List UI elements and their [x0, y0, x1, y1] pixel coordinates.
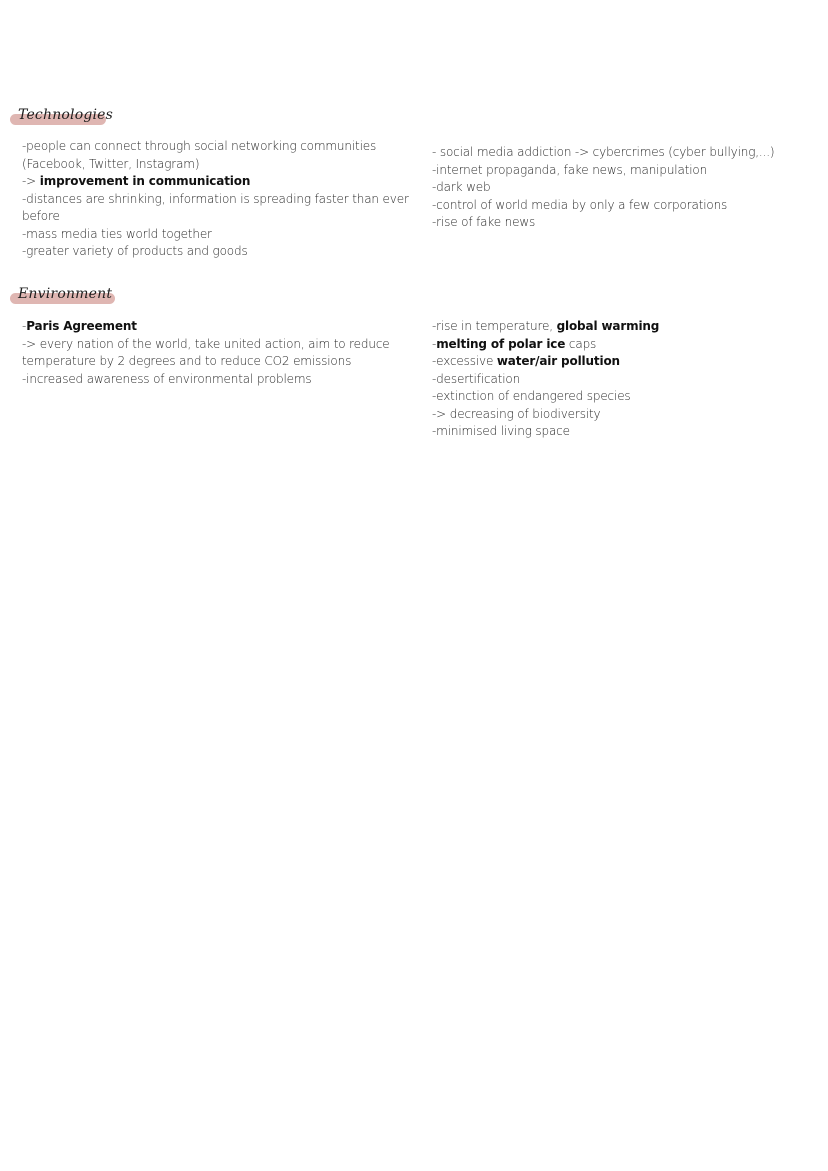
list-item: [432, 179, 774, 197]
bold-text: global warming: [556, 319, 660, 333]
text: -> every nation of the world, take united action, aim to reduce: [22, 336, 390, 351]
list-item: [22, 353, 390, 371]
text: before: [22, 209, 60, 223]
list-item: [432, 336, 659, 354]
list-item: [432, 406, 659, 424]
text: temperature by 2 degrees and to reduce CO2 emissions: [22, 354, 352, 368]
list-item: [22, 318, 390, 336]
text: -> decreasing of biodiversity: [432, 406, 601, 421]
list-item: [432, 144, 774, 162]
technologies-heading: [10, 106, 114, 132]
list-item: [22, 208, 409, 226]
text: -mass media ties world together: [22, 226, 212, 241]
list-item: [22, 371, 390, 389]
list-item: [432, 353, 659, 371]
text: -rise of fake news: [432, 215, 536, 229]
text: -: [22, 319, 27, 333]
text: (Facebook, Twitter, Instagram): [22, 156, 200, 171]
text: -extinction of endangered species: [432, 389, 631, 403]
environment-advantages-list: [22, 318, 390, 388]
bold-text: melting of polar ice: [436, 336, 566, 351]
technologies-heading-text: Technologies: [18, 107, 114, 123]
text: -rise in temperature,: [432, 319, 557, 333]
text: -desertification: [432, 371, 521, 386]
list-item: [22, 173, 409, 191]
list-item: [432, 423, 659, 441]
list-item: [22, 226, 409, 244]
list-item: [432, 162, 774, 180]
bold-text: water/air pollution: [496, 354, 620, 368]
list-item: [22, 243, 409, 261]
list-item: [432, 214, 774, 232]
technologies-advantages-list: [22, 138, 409, 261]
text: -distances are shrinking, information is spreading faster than ever: [22, 191, 409, 206]
list-item: [22, 138, 409, 156]
environment-heading: [10, 285, 120, 311]
text: -excessive: [432, 354, 497, 368]
list-item: [22, 191, 409, 209]
text: -greater variety of products and goods: [22, 244, 248, 258]
text: -minimised living space: [432, 424, 570, 438]
text: -increased awareness of environmental problems: [22, 371, 312, 386]
list-item: [432, 388, 659, 406]
text: -people can connect through social networking communities: [22, 139, 377, 153]
technologies-disadvantages-list: [432, 144, 774, 232]
bold-text: Paris Agreement: [26, 319, 137, 333]
text: -control of world media by only a few corporations: [432, 197, 728, 212]
list-item: [432, 197, 774, 215]
environment-disadvantages-list: [432, 318, 659, 441]
text: ->: [22, 174, 40, 188]
text: caps: [565, 336, 597, 351]
bold-text: improvement in communication: [39, 174, 251, 188]
text: -internet propaganda, fake news, manipulation: [432, 162, 708, 177]
list-item: [22, 156, 409, 174]
environment-heading-text: Environment: [18, 286, 113, 302]
text: -: [432, 336, 437, 351]
text: - social media addiction -> cybercrimes (cyber bullying,...): [432, 145, 775, 159]
list-item: [432, 371, 659, 389]
text: -dark web: [432, 180, 491, 194]
list-item: [432, 318, 659, 336]
list-item: [22, 336, 390, 354]
